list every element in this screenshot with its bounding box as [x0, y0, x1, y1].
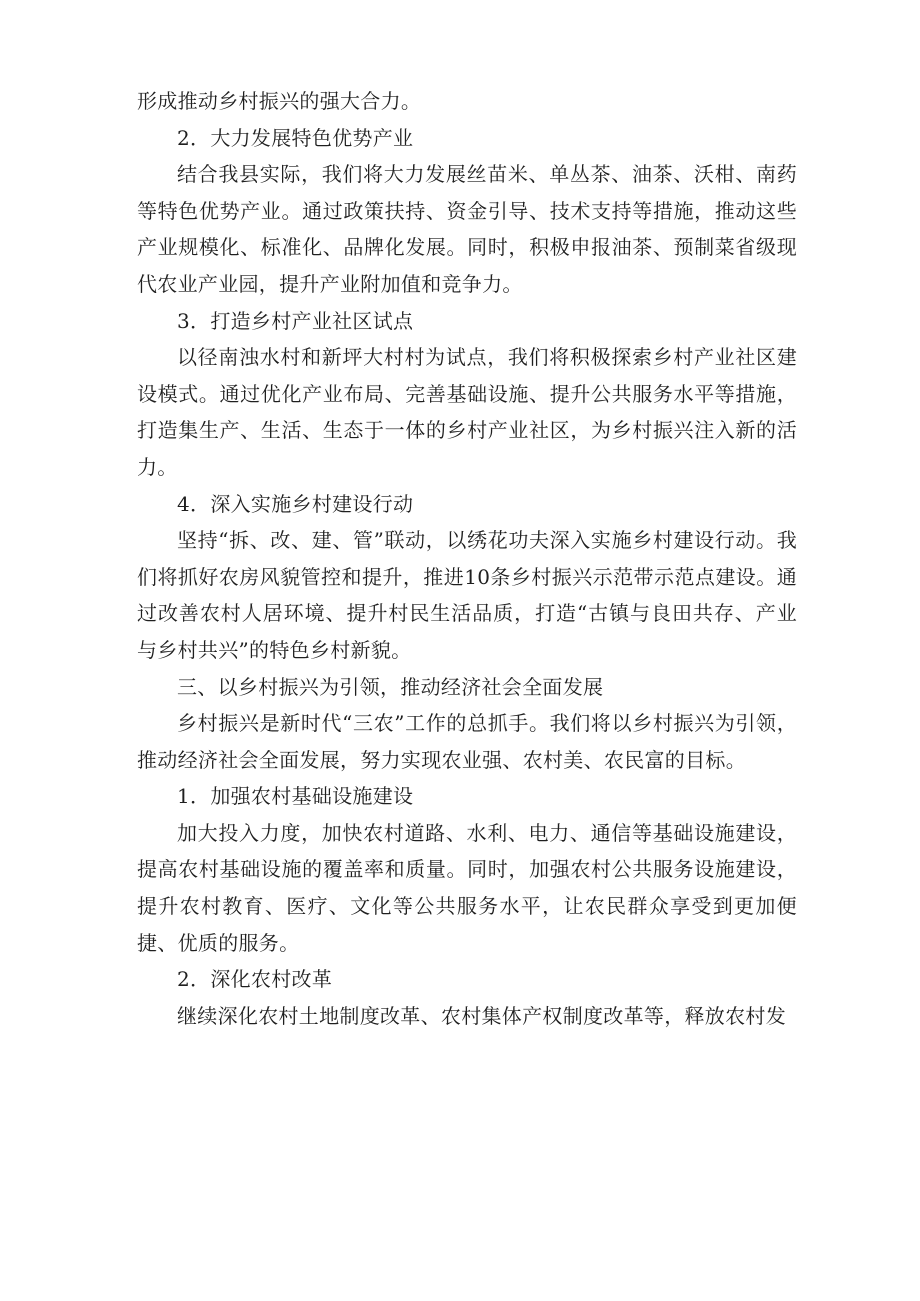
section-heading: 4．深入实施乡村建设行动 [177, 491, 414, 516]
section-heading: 1．加强农村基础设施建设 [177, 784, 414, 809]
body-paragraph: 结合我县实际，我们将大力发展丝苗米、单丛茶、油茶、沃柑、南药等特色优势产业。通过政策扶持、资金引导、技术支持等措施，推动这些产业规模化、标准化、品牌化发展。同时，积极申报油茶、预制菜省级现代农业产业园，提升产业附加值和竞争力。 [137, 162, 797, 296]
body-paragraph: 加大投入力度，加快农村道路、水利、电力、通信等基础设施建设，提高农村基础设施的覆盖率和质量。同时，加强农村公共服务设施建设，提升农村教育、医疗、文化等公共服务水平，让农民群众享受到更加便捷、优质的服务。 [137, 820, 797, 955]
body-paragraph: 乡村振兴是新时代“三农”工作的总抓手。我们将以乡村振兴为引领，推动经济社会全面发展，努力实现农业强、农村美、农民富的目标。 [137, 711, 797, 772]
body-paragraph: 继续深化农村土地制度改革、农村集体产权制度改革等，释放农村发 [177, 1003, 786, 1028]
paragraph-continuation: 形成推动乡村振兴的强大合力。 [137, 89, 422, 113]
body-paragraph: 坚持“拆、改、建、管”联动，以绣花功夫深入实施乡村建设行动。我们将抓好农房风貌管控和提升，推进10条乡村振兴示范带示范点建设。通过改善农村人居环境、提升村民生活品质，打造“古镇与良田共存、产业与乡村共兴”的特色乡村新貌。 [137, 528, 797, 662]
body-paragraph: 以径南浊水村和新坪大村村为试点，我们将积极探索乡村产业社区建设模式。通过优化产业布局、完善基础设施、提升公共服务水平等措施，打造集生产、生活、生态于一体的乡村产业社区，为乡村振兴注入新的活力。 [137, 345, 797, 479]
section-heading: 2．深化农村改革 [177, 967, 333, 992]
section-heading: 3．打造乡村产业社区试点 [177, 308, 414, 333]
document-body [137, 83, 797, 1034]
section-heading: 2．大力发展特色优势产业 [177, 125, 414, 150]
chapter-heading: 三、以乡村振兴为引领，推动经济社会全面发展 [177, 674, 604, 699]
